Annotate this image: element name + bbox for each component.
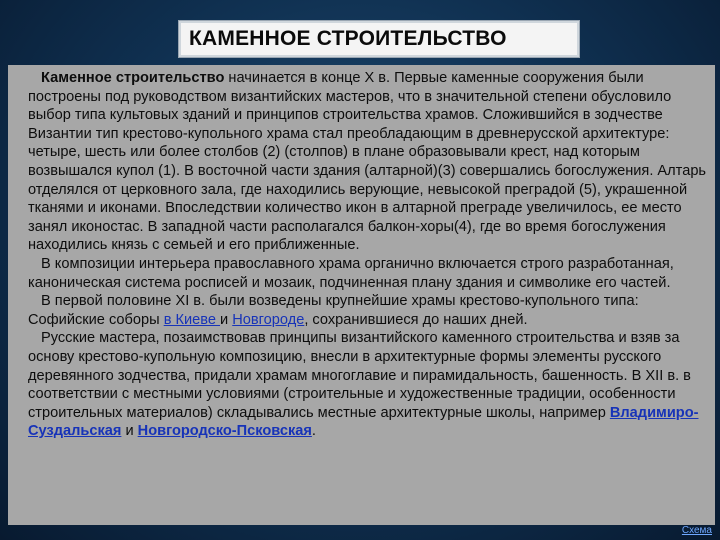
paragraph-4-text: Русские мастера, позаимствовав принципы византийского каменного строительства и взяв за основу крестово-купольную композицию, внесли в архитектурные формы элементы русского деревянного зодчества, придали храмам многоглавие и пирамидальность, башенность. В XII в. в соответствии с местными условиями (строительные и художественные традиции, особенности строительных материалов) складывались местные архитектурные школы, например [28, 330, 691, 421]
paragraph-1-lead: Каменное строительство [41, 70, 225, 86]
vladimir-suzdal-link[interactable]: Владимиро-Суздальская [28, 404, 699, 440]
paragraph-4-mid: и [121, 423, 138, 440]
paragraph-4 [28, 329, 709, 441]
paragraph-4-end: . [311, 423, 316, 440]
paragraph-1 [28, 69, 709, 255]
content-panel [8, 65, 715, 525]
paragraph-3-text-after: , сохранившиеся до наших дней. [304, 311, 528, 328]
paragraph-1-text: начинается в конце X в. Первые каменные сооружения были построены под руководством византийских мастеров, что в значительной степени обусловило выбор типа культовых зданий и принципов строительства храмов. Сложившийся в зодчестве Византии тип крестово-купольного храма стал преобладающим в древнерусской архитектуре: четыре, шесть или более столбов (2) (столпов) в плане образовывали крест, над которым возвышался купол (1). В восточной части здания (алтарной)(3) совершались богослужения. Алтарь отделялся от церковного зала, где находились верующие, невысокой преградой (5), украшенной тканями и иконами. Впоследствии количество икон в алтарной преграде увеличилось, ее место занял иконостас. В западной части располагался балкон-хоры(4), где во время богослужения находились князь с семьей и его приближенные. [28, 70, 707, 254]
novgorod-link[interactable]: Новгороде [232, 311, 305, 328]
paragraph-3-mid: и [220, 311, 233, 328]
paragraph-3 [28, 292, 709, 329]
slide-title-box [178, 20, 580, 58]
slide-title: КАМЕННОЕ СТРОИТЕЛЬСТВО [189, 27, 507, 50]
paragraph-3-text-before: В первой половине XI в. были возведены крупнейшие храмы крестово-купольного типа: Софийские соборы [28, 293, 639, 328]
scheme-link[interactable]: Схема [681, 525, 712, 536]
kiev-link[interactable]: в Киеве [163, 311, 221, 328]
paragraph-2: В композиции интерьера православного храма органично включается строго разработанная, каноническая система росписей и мозаик, подчиненная плану здания и символике его частей. [28, 255, 674, 291]
novgorod-pskov-link[interactable]: Новгородско-Псковская [137, 423, 312, 440]
